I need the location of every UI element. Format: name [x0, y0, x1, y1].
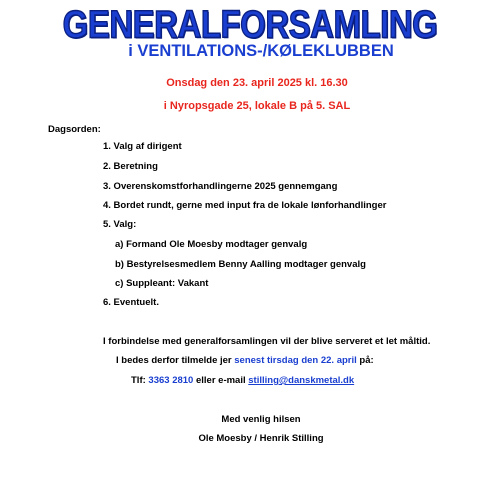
agenda-item: 5. Valg: — [103, 219, 137, 230]
agenda-item: 3. Overenskomstforhandlingerne 2025 gennemgang — [103, 181, 338, 192]
page-title: GENERALFORSAMLING — [62, 2, 438, 46]
agenda-item: 2. Beretning — [103, 161, 158, 172]
agenda-sub-item: a) Formand Ole Moesby modtager genvalg — [115, 239, 308, 250]
signup-deadline: senest tirsdag den 22. april — [234, 355, 357, 366]
agenda-heading: Dagsorden: — [48, 124, 101, 135]
signup-line — [116, 355, 374, 366]
agenda-item: 1. Valg af dirigent — [103, 141, 182, 152]
agenda-item: 6. Eventuelt. — [103, 297, 159, 308]
event-date: Onsdag den 23. april 2025 kl. 16.30 — [166, 77, 348, 89]
contact-line — [131, 375, 354, 386]
email-label: eller e-mail — [193, 375, 249, 386]
signup-suffix: på: — [356, 355, 374, 366]
phone-number: 3363 2810 — [148, 375, 194, 386]
agenda-item: 4. Bordet rundt, gerne med input fra de lokale lønforhandlinger — [103, 200, 387, 211]
phone-label: Tlf: — [131, 375, 149, 386]
signup-prefix: I bedes derfor tilmelde jer — [116, 355, 235, 366]
page-subtitle: i VENTILATIONS-/KØLEKLUBBEN — [128, 42, 394, 60]
agenda-sub-item: c) Suppleant: Vakant — [115, 278, 209, 289]
meal-info: I forbindelse med generalforsamlingen vil der blive serveret et let måltid. — [103, 336, 431, 347]
agenda-sub-item: b) Bestyrelsesmedlem Benny Aalling modtager genvalg — [115, 259, 366, 270]
closing-greeting: Med venlig hilsen — [221, 414, 301, 425]
email-link[interactable]: stilling@danskmetal.dk — [248, 375, 355, 386]
event-location: i Nyropsgade 25, lokale B på 5. SAL — [163, 100, 351, 112]
closing-signers: Ole Moesby / Henrik Stilling — [198, 433, 324, 444]
